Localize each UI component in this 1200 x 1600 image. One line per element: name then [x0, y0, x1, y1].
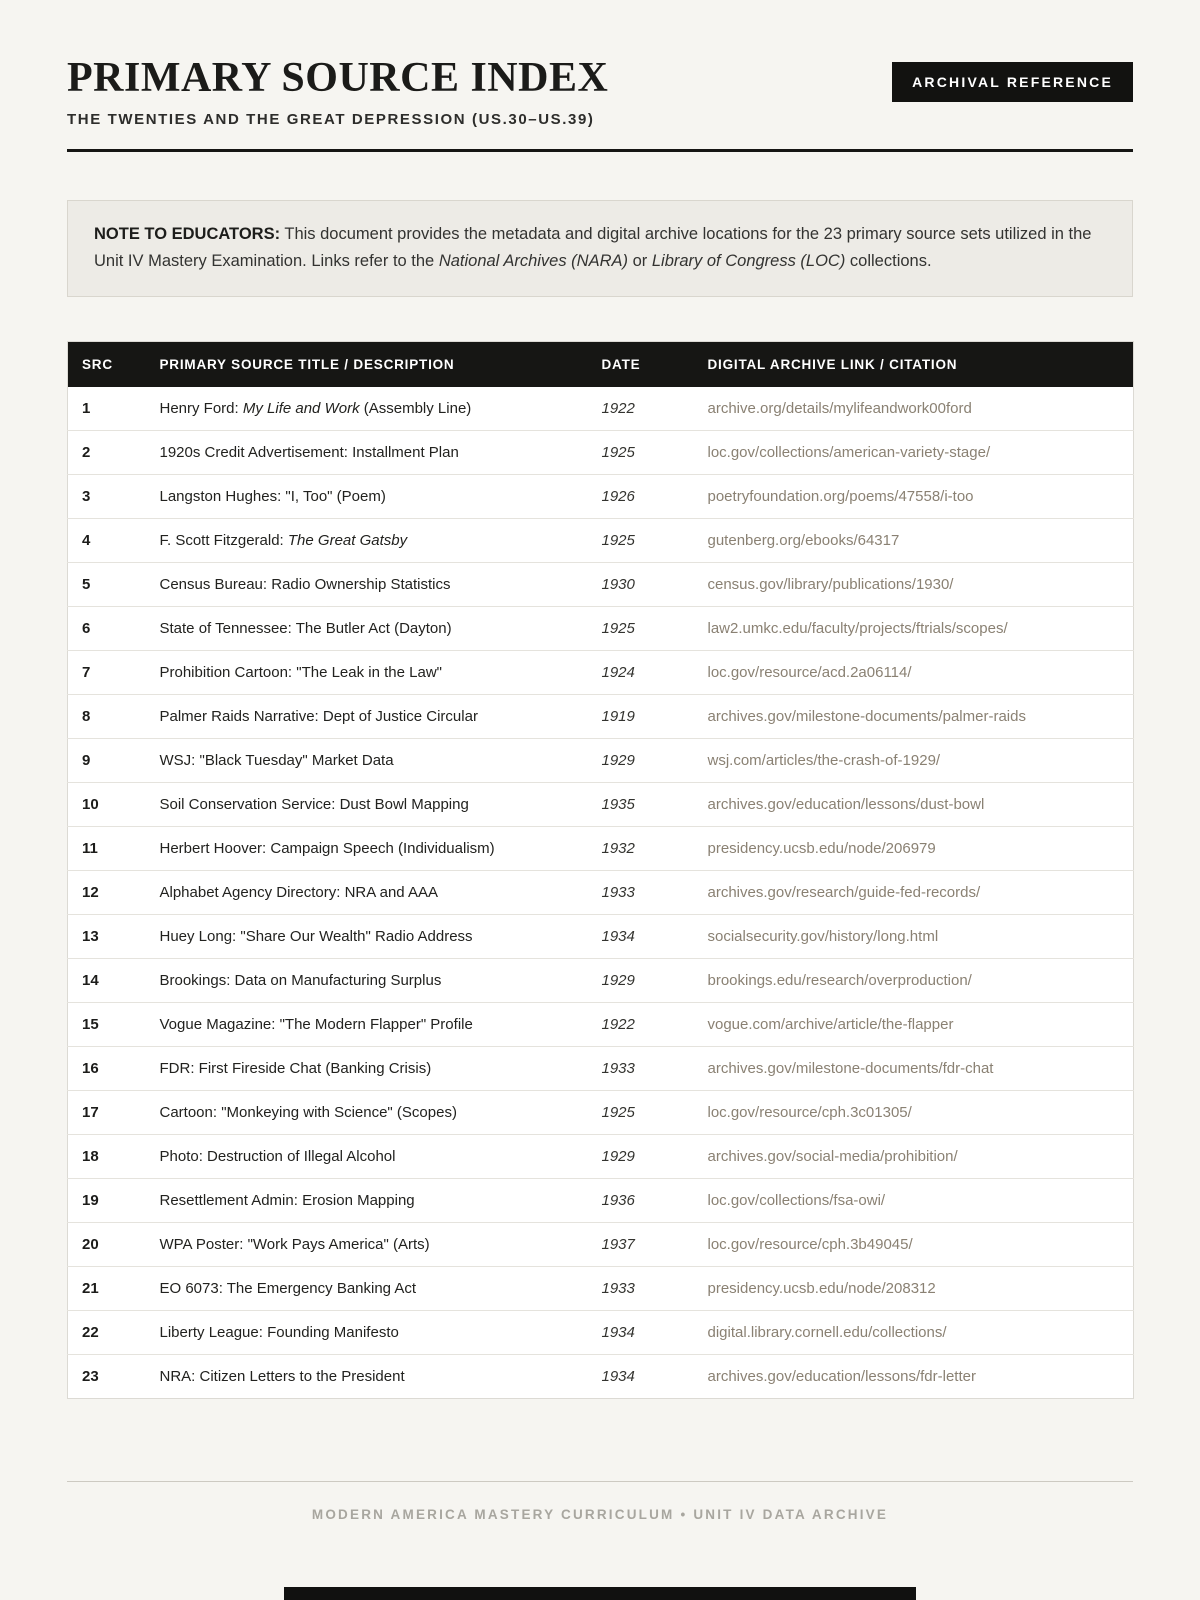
row-source-title: Huey Long: "Share Our Wealth" Radio Address — [146, 914, 588, 958]
row-date: 1935 — [588, 782, 694, 826]
table-row — [68, 387, 1134, 431]
table-row — [68, 782, 1134, 826]
column-header-link: DIGITAL ARCHIVE LINK / CITATION — [694, 341, 1134, 387]
archive-link[interactable]: loc.gov/resource/cph.3c01305/ — [707, 1103, 912, 1121]
row-source-title: Resettlement Admin: Erosion Mapping — [146, 1178, 588, 1222]
row-src-number: 13 — [68, 914, 146, 958]
row-source-title: Henry Ford: My Life and Work (Assembly Line) — [146, 387, 588, 431]
archive-link[interactable]: vogue.com/archive/article/the-flapper — [707, 1015, 954, 1033]
archive-link[interactable]: digital.library.cornell.edu/collections/ — [707, 1323, 947, 1341]
column-header-date: DATE — [588, 341, 694, 387]
row-link-cell — [694, 562, 1134, 606]
table-row — [68, 562, 1134, 606]
row-src-number: 18 — [68, 1134, 146, 1178]
bottom-accent-bar — [284, 1587, 916, 1600]
row-date: 1930 — [588, 562, 694, 606]
row-date: 1933 — [588, 1046, 694, 1090]
row-date: 1929 — [588, 738, 694, 782]
archive-link[interactable]: poetryfoundation.org/poems/47558/i-too — [707, 487, 974, 505]
row-link-cell — [694, 1134, 1134, 1178]
row-date: 1919 — [588, 694, 694, 738]
row-src-number: 17 — [68, 1090, 146, 1134]
archive-link[interactable]: archives.gov/milestone-documents/palmer-raids — [707, 707, 1026, 725]
row-src-number: 8 — [68, 694, 146, 738]
title-block — [67, 56, 608, 128]
table-header-row — [68, 341, 1134, 387]
table-row — [68, 1002, 1134, 1046]
table-row — [68, 1310, 1134, 1354]
row-source-title: 1920s Credit Advertisement: Installment Plan — [146, 430, 588, 474]
archive-link[interactable]: gutenberg.org/ebooks/64317 — [707, 531, 900, 549]
page-subtitle: THE TWENTIES AND THE GREAT DEPRESSION (US.30–US.39) — [67, 111, 595, 129]
row-link-cell — [694, 650, 1134, 694]
archive-link[interactable]: socialsecurity.gov/history/long.html — [707, 927, 939, 945]
row-date: 1922 — [588, 387, 694, 431]
table-row — [68, 1354, 1134, 1398]
row-date: 1926 — [588, 474, 694, 518]
table-row — [68, 1090, 1134, 1134]
row-link-cell — [694, 870, 1134, 914]
row-date: 1934 — [601, 1367, 635, 1385]
archive-link[interactable]: archives.gov/social-media/prohibition/ — [707, 1147, 958, 1165]
archive-link[interactable]: presidency.ucsb.edu/node/206979 — [707, 839, 936, 857]
row-date: 1929 — [588, 958, 694, 1002]
row-source-title: Langston Hughes: "I, Too" (Poem) — [146, 474, 588, 518]
header-divider-rule — [67, 149, 1133, 152]
table-row — [68, 694, 1134, 738]
archive-link[interactable]: census.gov/library/publications/1930/ — [707, 575, 954, 593]
row-link-cell — [694, 1222, 1134, 1266]
row-link-cell — [694, 738, 1134, 782]
row-src-number: 16 — [68, 1046, 146, 1090]
row-link-cell — [694, 1090, 1134, 1134]
row-source-title: Liberty League: Founding Manifesto — [146, 1310, 588, 1354]
archive-link[interactable]: archive.org/details/mylifeandwork00ford — [707, 399, 972, 417]
row-date: 1925 — [588, 606, 694, 650]
table-row — [68, 606, 1134, 650]
row-src-number: 9 — [68, 738, 146, 782]
archive-link[interactable]: loc.gov/collections/fsa-owi/ — [707, 1191, 886, 1209]
row-link-cell — [694, 387, 1134, 431]
row-src-number: 22 — [68, 1310, 146, 1354]
row-source-title: EO 6073: The Emergency Banking Act — [146, 1266, 588, 1310]
row-source-title: WSJ: "Black Tuesday" Market Data — [146, 738, 588, 782]
row-src-number: 21 — [68, 1266, 146, 1310]
row-src-number: 2 — [68, 430, 146, 474]
table-row — [68, 1046, 1134, 1090]
table-row — [68, 650, 1134, 694]
row-date: 1925 — [588, 1090, 694, 1134]
row-src-number: 23 — [82, 1367, 99, 1385]
archive-link[interactable]: brookings.edu/research/overproduction/ — [707, 971, 972, 989]
archive-link[interactable]: archives.gov/education/lessons/dust-bowl — [707, 795, 985, 813]
row-date: 1932 — [588, 826, 694, 870]
archive-link[interactable]: archives.gov/research/guide-fed-records/ — [707, 883, 981, 901]
archive-link[interactable]: loc.gov/resource/acd.2a06114/ — [707, 663, 912, 681]
row-src-number: 19 — [68, 1178, 146, 1222]
table-row — [68, 518, 1134, 562]
row-link-cell — [694, 1046, 1134, 1090]
row-src-number: 4 — [68, 518, 146, 562]
row-link-cell — [694, 914, 1134, 958]
row-date: 1937 — [588, 1222, 694, 1266]
archive-link[interactable]: law2.umkc.edu/faculty/projects/ftrials/scopes/ — [707, 619, 1008, 637]
table-row — [68, 474, 1134, 518]
table-row — [68, 1178, 1134, 1222]
row-source-title: Soil Conservation Service: Dust Bowl Mapping — [146, 782, 588, 826]
row-src-number: 12 — [68, 870, 146, 914]
row-link-cell — [694, 782, 1134, 826]
archival-reference-badge: ARCHIVAL REFERENCE — [892, 62, 1133, 102]
row-source-title: Herbert Hoover: Campaign Speech (Individualism) — [146, 826, 588, 870]
row-link-cell — [694, 1002, 1134, 1046]
document-page — [67, 0, 1133, 1522]
note-text-part3: collections. — [845, 252, 932, 271]
row-source-title: F. Scott Fitzgerald: The Great Gatsby — [146, 518, 588, 562]
row-src-number: 10 — [68, 782, 146, 826]
row-link-cell — [694, 1178, 1134, 1222]
table-row — [68, 1134, 1134, 1178]
row-source-title: Vogue Magazine: "The Modern Flapper" Profile — [146, 1002, 588, 1046]
row-link-cell — [694, 958, 1134, 1002]
row-source-title: Prohibition Cartoon: "The Leak in the Law" — [146, 650, 588, 694]
table-row — [68, 1222, 1134, 1266]
row-src-number: 7 — [68, 650, 146, 694]
archive-link[interactable]: archives.gov/education/lessons/fdr-letter — [707, 1367, 976, 1385]
row-source-title: State of Tennessee: The Butler Act (Dayton) — [146, 606, 588, 650]
row-source-title: Census Bureau: Radio Ownership Statistics — [146, 562, 588, 606]
footer-divider — [67, 1481, 1133, 1482]
row-src-number: 20 — [68, 1222, 146, 1266]
note-italic-nara: National Archives (NARA) — [438, 252, 629, 271]
note-to-educators-box — [67, 200, 1133, 296]
row-date: 1936 — [588, 1178, 694, 1222]
row-link-cell — [694, 1354, 1134, 1398]
row-link-cell — [694, 430, 1134, 474]
table-row — [68, 914, 1134, 958]
row-source-title: Palmer Raids Narrative: Dept of Justice Circular — [146, 694, 588, 738]
row-date: 1925 — [588, 430, 694, 474]
row-link-cell — [694, 518, 1134, 562]
row-date: 1929 — [588, 1134, 694, 1178]
column-header-title: PRIMARY SOURCE TITLE / DESCRIPTION — [146, 341, 588, 387]
archive-link[interactable]: loc.gov/collections/american-variety-stage/ — [707, 443, 991, 461]
row-src-number: 1 — [68, 387, 146, 431]
row-link-cell — [694, 474, 1134, 518]
row-src-number: 11 — [68, 826, 146, 870]
primary-source-table — [67, 341, 1134, 1399]
row-link-cell — [694, 606, 1134, 650]
row-date: 1922 — [588, 1002, 694, 1046]
note-label: NOTE TO EDUCATORS: — [94, 225, 281, 244]
table-row — [68, 1266, 1134, 1310]
row-date: 1934 — [588, 914, 694, 958]
row-source-title: WPA Poster: "Work Pays America" (Arts) — [146, 1222, 588, 1266]
row-source-title: Photo: Destruction of Illegal Alcohol — [146, 1134, 588, 1178]
row-source-title: FDR: First Fireside Chat (Banking Crisis) — [146, 1046, 588, 1090]
row-src-number: 6 — [68, 606, 146, 650]
table-row — [68, 958, 1134, 1002]
row-source-title: Cartoon: "Monkeying with Science" (Scopes) — [146, 1090, 588, 1134]
footer-text: MODERN AMERICA MASTERY CURRICULUM • UNIT IV DATA ARCHIVE — [311, 1506, 889, 1522]
table-body — [68, 387, 1134, 1399]
archive-link[interactable]: archives.gov/milestone-documents/fdr-chat — [707, 1059, 994, 1077]
row-link-cell — [694, 1266, 1134, 1310]
row-date: 1933 — [588, 870, 694, 914]
archive-link[interactable]: presidency.ucsb.edu/node/208312 — [707, 1279, 936, 1297]
archive-link[interactable]: loc.gov/resource/cph.3b49045/ — [707, 1235, 913, 1253]
column-header-src: SRC — [68, 341, 146, 387]
row-link-cell — [694, 1310, 1134, 1354]
note-text-part1: This document provides the metadata and digital archive locations for the 23 primary source sets utilized in the Unit IV Mastery Examination. Links refer to the — [94, 225, 1092, 271]
row-source-title: NRA: Citizen Letters to the President — [159, 1367, 405, 1385]
table-row — [68, 430, 1134, 474]
row-source-title: Alphabet Agency Directory: NRA and AAA — [146, 870, 588, 914]
row-src-number: 15 — [68, 1002, 146, 1046]
table-row — [68, 738, 1134, 782]
table-row — [68, 870, 1134, 914]
row-src-number: 3 — [68, 474, 146, 518]
row-link-cell — [694, 826, 1134, 870]
row-src-number: 14 — [68, 958, 146, 1002]
document-header — [67, 56, 1133, 128]
row-source-title: Brookings: Data on Manufacturing Surplus — [146, 958, 588, 1002]
note-text-part2: or — [628, 252, 652, 271]
archive-link[interactable]: wsj.com/articles/the-crash-of-1929/ — [707, 751, 941, 769]
row-date: 1933 — [588, 1266, 694, 1310]
row-date: 1934 — [588, 1310, 694, 1354]
row-date: 1925 — [588, 518, 694, 562]
row-date: 1924 — [588, 650, 694, 694]
note-italic-loc: Library of Congress (LOC) — [651, 252, 846, 271]
table-row — [68, 826, 1134, 870]
row-link-cell — [694, 694, 1134, 738]
page-title: PRIMARY SOURCE INDEX — [67, 55, 609, 101]
row-src-number: 5 — [68, 562, 146, 606]
